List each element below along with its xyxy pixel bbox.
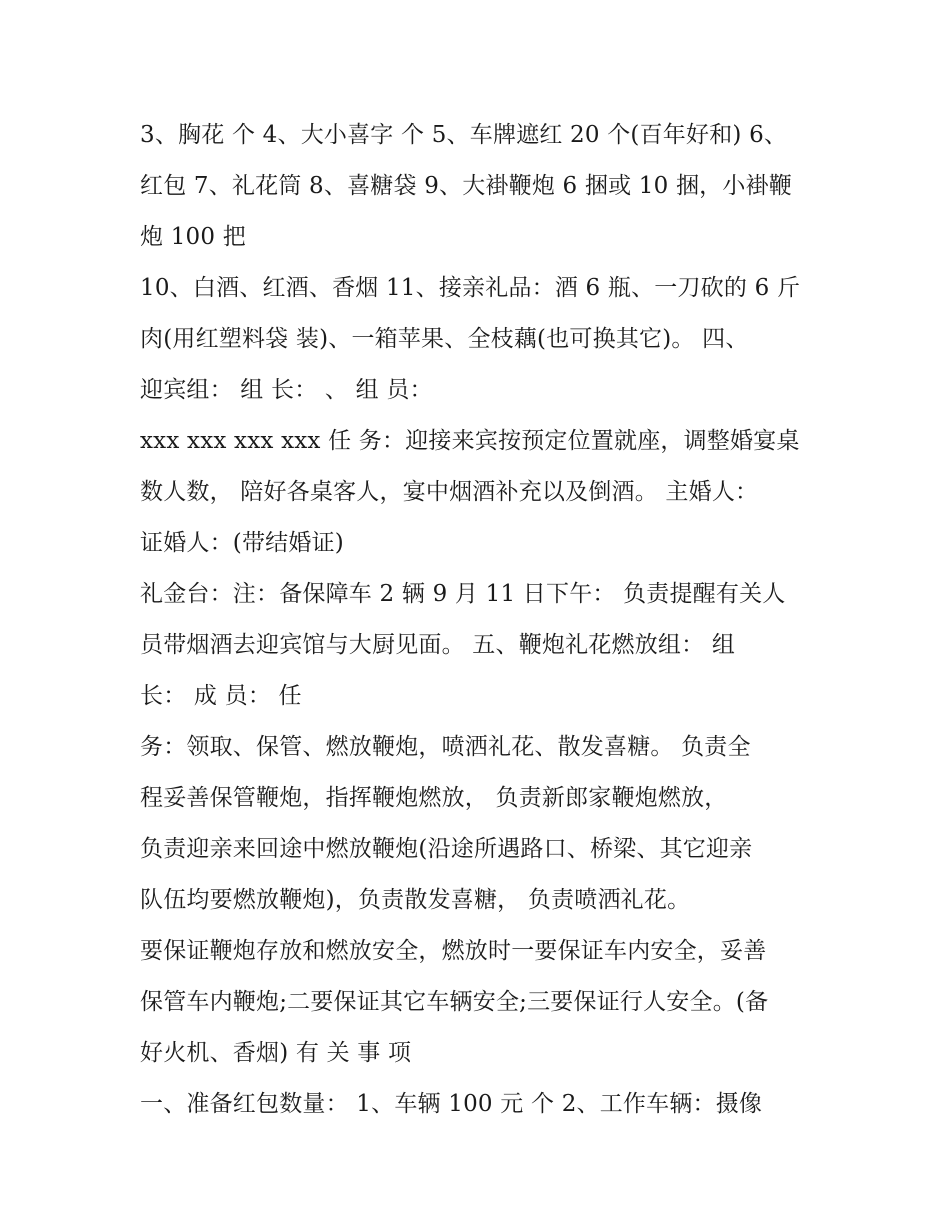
text-line: 证婚人：(带结婚证): [140, 530, 344, 556]
text-line: 负责迎亲来回途中燃放鞭炮(沿途所遇路口、桥梁、其它迎亲: [140, 836, 753, 862]
text-line: 红包 7、礼花筒 8、喜糖袋 9、大褂鞭炮 6 捆或 10 捆，小褂鞭: [140, 173, 792, 199]
text-line: 肉(用红塑料袋 装)、一箱苹果、全枝藕(也可换其它)。 四、: [140, 326, 749, 352]
text-line: 员带烟酒去迎宾馆与大厨见面。 五、鞭炮礼花燃放组： 组: [140, 632, 736, 658]
text-line: 10、白酒、红酒、香烟 11、接亲礼品：酒 6 瓶、一刀砍的 6 斤: [140, 275, 801, 301]
text-line: 一、准备红包数量： 1、车辆 100 元 个 2、工作车辆：摄像: [140, 1091, 763, 1117]
text-line: 务：领取、保管、燃放鞭炮，喷洒礼花、散发喜糖。 负责全: [140, 734, 751, 760]
document-page: [140, 110, 820, 1130]
text-line: 保管车内鞭炮;二要保证其它车辆安全;三要保证行人安全。(备: [140, 989, 769, 1015]
text-line: xxx xxx xxx xxx 任 务：迎接来宾按预定位置就座，调整婚宴桌: [140, 428, 800, 454]
text-line: 数人数， 陪好各桌客人，宴中烟酒补充以及倒酒。 主婚人：: [140, 479, 759, 505]
text-line: 迎宾组： 组 长： 、 组 员：: [140, 377, 433, 403]
text-line: 好火机、香烟) 有 关 事 项: [140, 1040, 412, 1066]
text-line: 要保证鞭炮存放和燃放安全，燃放时一要保证车内安全，妥善: [140, 938, 767, 964]
text-line: 礼金台：注：备保障车 2 辆 9 月 11 日下午： 负责提醒有关人: [140, 581, 786, 607]
text-line: 炮 100 把: [140, 224, 246, 250]
text-line: 程妥善保管鞭炮，指挥鞭炮燃放， 负责新郎家鞭炮燃放，: [140, 785, 728, 811]
text-line: 3、胸花 个 4、大小喜字 个 5、车牌遮红 20 个(百年好和) 6、: [140, 122, 788, 148]
text-line: 队伍均要燃放鞭炮)，负责散发喜糖， 负责喷洒礼花。: [140, 887, 691, 913]
text-line: 长： 成 员： 任: [140, 683, 302, 709]
